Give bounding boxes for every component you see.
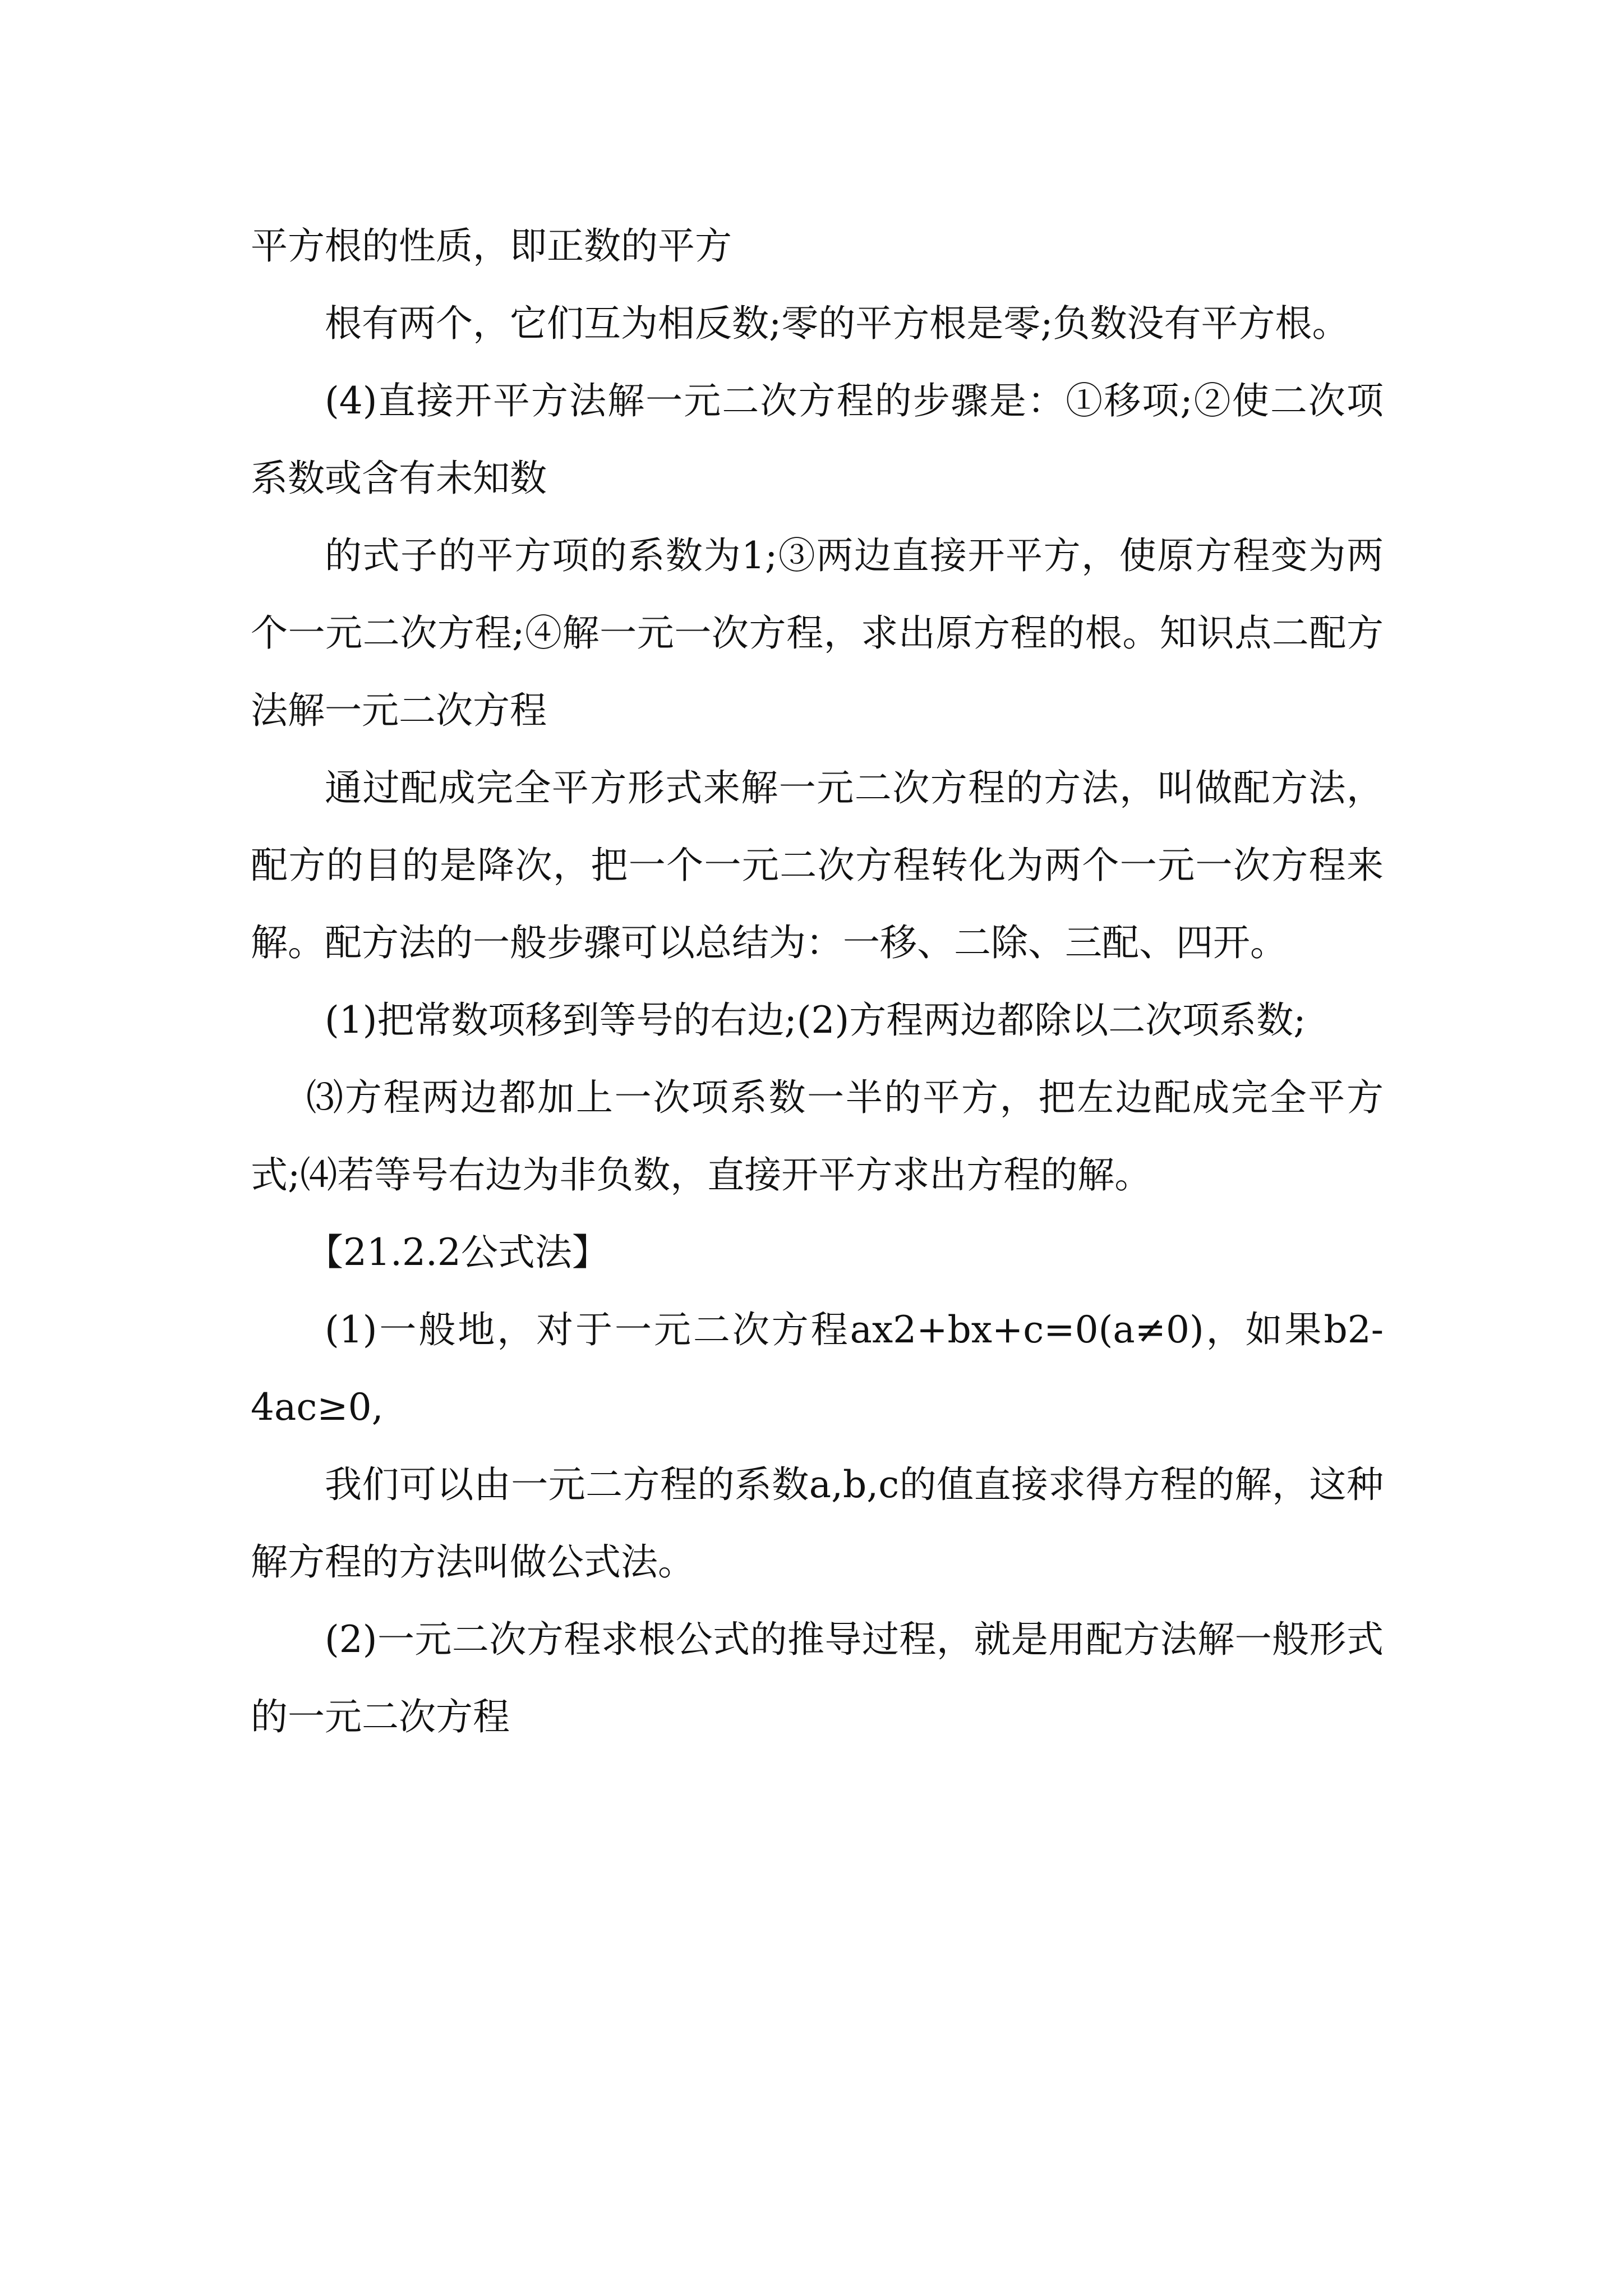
- paragraph: (1)一般地，对于一元二次方程ax2+bx+c=0(a≠0)，如果b2-4ac≥0,: [251, 1308, 1384, 1429]
- section-heading: 【21.2.2公式法】: [306, 1231, 609, 1274]
- paragraph: 我们可以由一元二方程的系数a,b,c的值直接求得方程的解，这种解方程的方法叫做公式法。: [251, 1463, 1384, 1584]
- paragraph: (4)直接开平方法解一元二次方程的步骤是：①移项;②使二次项系数或含有未知数: [251, 379, 1384, 500]
- paragraph: 通过配成完全平方形式来解一元二次方程的方法，叫做配方法，配方的目的是降次，把一个一元二次方程转化为两个一元一次方程来解。配方法的一般步骤可以总结为：一移、二除、三配、四开。: [251, 766, 1384, 964]
- paragraph: 平方根的性质，即正数的平方: [251, 224, 732, 268]
- paragraph: (1)把常数项移到等号的右边;(2)方程两边都除以二次项系数;: [325, 999, 1306, 1042]
- paragraph: 的式子的平方项的系数为1;③两边直接开平方，使原方程变为两个一元二次方程;④解一元一次方程，求出原方程的根。知识点二配方法解一元二次方程: [251, 534, 1384, 732]
- paragraph: (2)一元二次方程求根公式的推导过程，就是用配方法解一般形式的一元二次方程: [251, 1618, 1384, 1738]
- paragraph: 根有两个，它们互为相反数;零的平方根是零;负数没有平方根。: [325, 302, 1349, 345]
- paragraph: ⑶方程两边都加上一次项系数一半的平方，把左边配成完全平方式;⑷若等号右边为非负数，直接开平方求出方程的解。: [251, 1076, 1384, 1197]
- document-body: [251, 208, 1384, 1756]
